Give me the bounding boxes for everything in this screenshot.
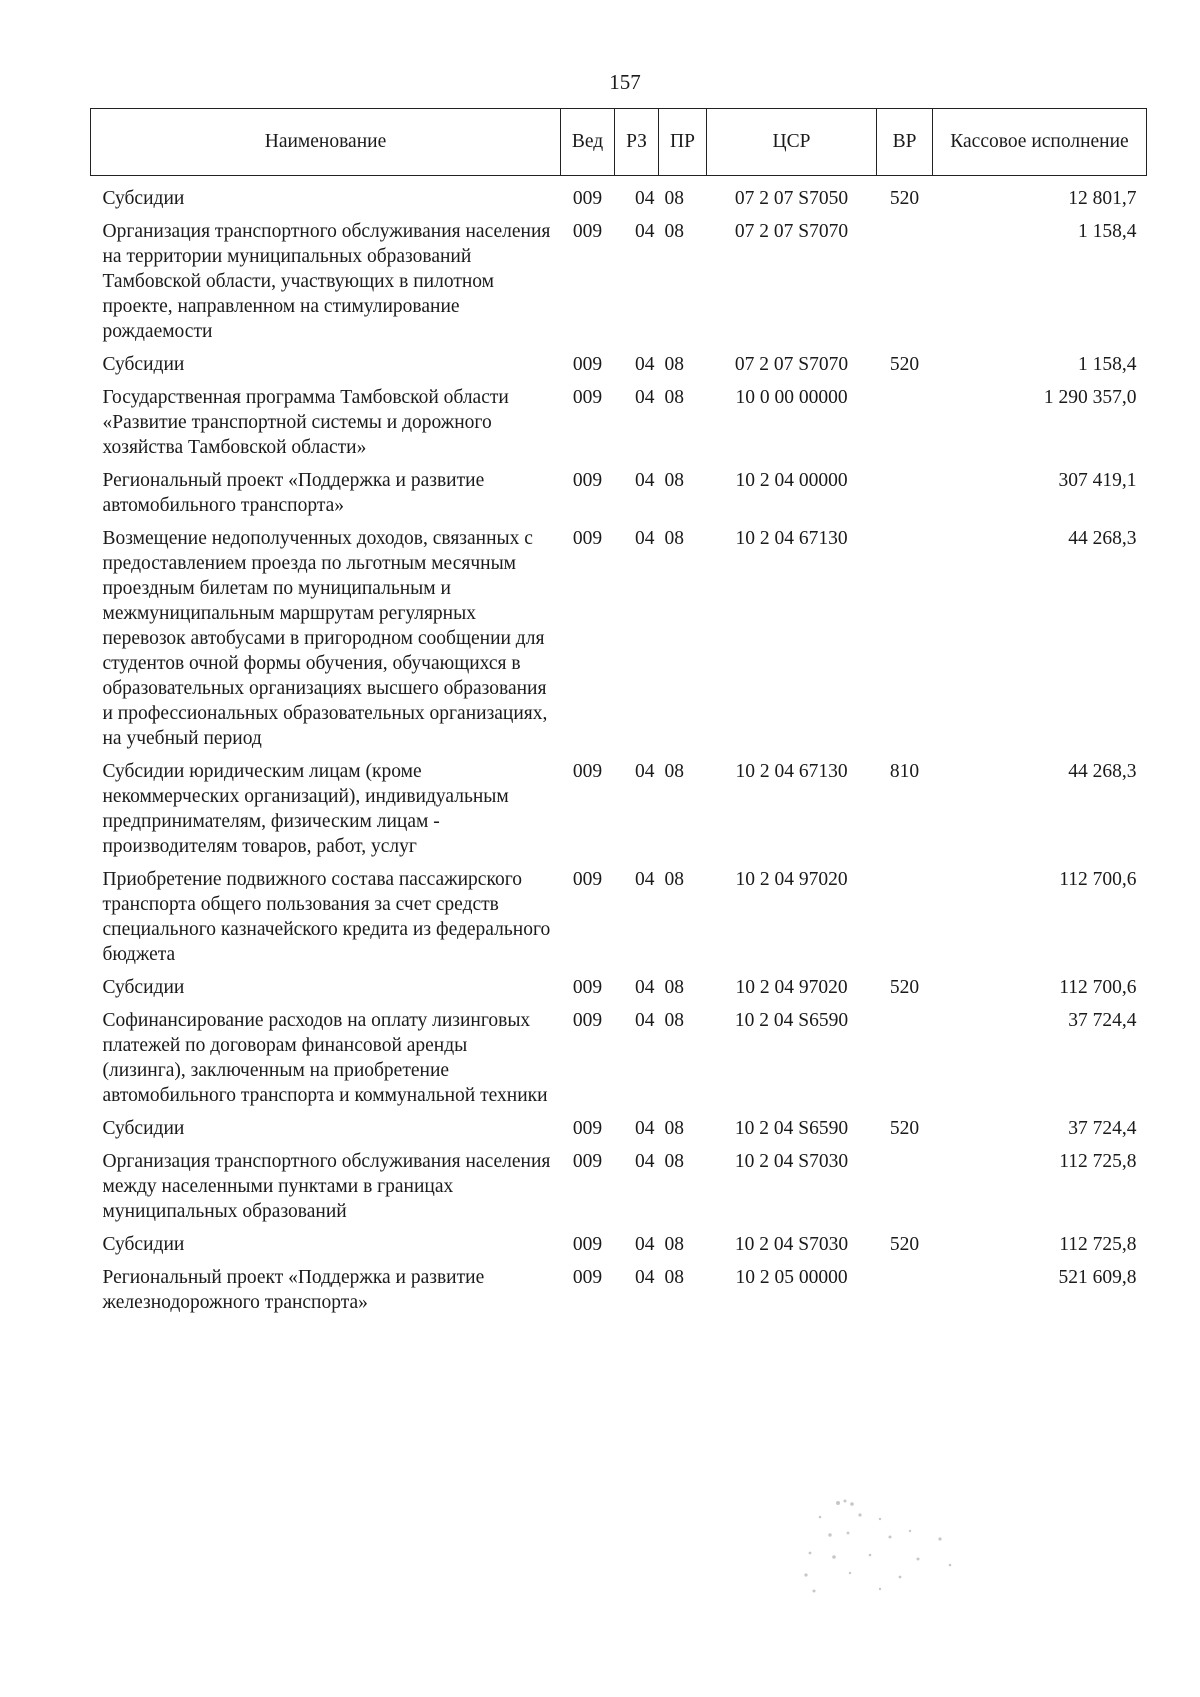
cell-amount: 44 268,3 (1068, 528, 1137, 549)
table-row (91, 975, 1147, 1008)
table-row (91, 867, 1147, 975)
cell-rz: 04 (635, 869, 655, 890)
cell-amount: 1 290 357,0 (1043, 387, 1137, 408)
cell-csr: 10 2 04 67130 (735, 761, 848, 782)
cell-vr (877, 867, 933, 975)
cell-name: Субсидии юридическим лицам (кроме некоммерческих организаций), индивидуальным предпринимателям, физическим лицам - производителям товаров, работ, услуг (102, 761, 509, 857)
cell-csr: 10 2 04 67130 (735, 528, 848, 549)
cell-name: Государственная программа Тамбовской области «Развитие транспортной системы и дорожного хозяйства Тамбовской области» (102, 387, 509, 458)
cell-vr: 520 (889, 188, 920, 209)
table-row (91, 1116, 1147, 1149)
cell-ved: 009 (572, 470, 603, 491)
cell-amount: 37 724,4 (1068, 1118, 1137, 1139)
cell-pr: 08 (664, 1151, 684, 1172)
cell-csr: 10 2 04 00000 (735, 470, 848, 491)
budget-table (90, 108, 1147, 1323)
cell-pr: 08 (664, 1234, 684, 1255)
cell-vr: 520 (889, 354, 920, 375)
cell-csr: 10 0 00 00000 (735, 387, 848, 408)
cell-rz: 04 (635, 528, 655, 549)
cell-vr: 520 (889, 977, 920, 998)
cell-vr: 520 (889, 1118, 920, 1139)
cell-rz: 04 (635, 761, 655, 782)
header-amount: Кассовое исполнение (933, 109, 1147, 176)
cell-rz: 04 (635, 221, 655, 242)
table-row (91, 1149, 1147, 1232)
cell-amount: 521 609,8 (1058, 1267, 1137, 1288)
cell-ved: 009 (572, 354, 603, 375)
cell-rz: 04 (635, 354, 655, 375)
cell-pr: 08 (664, 188, 684, 209)
table-row (91, 352, 1147, 385)
cell-ved: 009 (572, 869, 603, 890)
cell-name: Организация транспортного обслуживания населения между населенными пунктами в границах муниципальных образований (102, 1151, 551, 1222)
cell-amount: 112 700,6 (1059, 977, 1137, 998)
cell-ved: 009 (572, 1267, 603, 1288)
cell-rz: 04 (635, 977, 655, 998)
cell-rz: 04 (635, 1234, 655, 1255)
header-ved: Вед (561, 109, 615, 176)
table-row (91, 1008, 1147, 1116)
cell-csr: 07 2 07 S7070 (734, 221, 849, 242)
cell-vr (877, 1149, 933, 1232)
cell-ved: 009 (572, 1234, 603, 1255)
cell-name: Возмещение недополученных доходов, связанных с предоставлением проезда по льготным месячным проездным билетам по муниципальным и межмуниципальным маршрутам регулярных перевозок автобусами в пригородном сообщении для студентов очной формы обучения, обучающихся в образовательных организациях высшего образования и профессиональных образовательных организациях, на учебный период (102, 528, 548, 749)
cell-amount: 37 724,4 (1068, 1010, 1137, 1031)
cell-name: Субсидии (102, 977, 185, 998)
cell-name: Субсидии (102, 1234, 185, 1255)
cell-name: Региональный проект «Поддержка и развитие железнодорожного транспорта» (102, 1267, 485, 1313)
cell-amount: 112 725,8 (1059, 1234, 1137, 1255)
cell-name: Региональный проект «Поддержка и развитие автомобильного транспорта» (102, 470, 485, 516)
cell-pr: 08 (664, 869, 684, 890)
cell-pr: 08 (664, 221, 684, 242)
header-rz: РЗ (615, 109, 659, 176)
table-row (91, 759, 1147, 867)
table-row (91, 385, 1147, 468)
cell-amount: 112 700,6 (1059, 869, 1137, 890)
table-row (91, 1265, 1147, 1323)
cell-rz: 04 (635, 1267, 655, 1288)
cell-amount: 112 725,8 (1059, 1151, 1137, 1172)
header-vr: ВР (877, 109, 933, 176)
cell-csr: 10 2 05 00000 (735, 1267, 848, 1288)
cell-name: Субсидии (102, 354, 185, 375)
cell-vr (877, 219, 933, 352)
cell-name: Приобретение подвижного состава пассажирского транспорта общего пользования за счет средств специального казначейского кредита из федерального бюджета (102, 869, 551, 965)
cell-pr: 08 (664, 1267, 684, 1288)
cell-rz: 04 (635, 1118, 655, 1139)
cell-rz: 04 (635, 470, 655, 491)
cell-csr: 10 2 04 S7030 (734, 1234, 849, 1255)
table-body (91, 176, 1147, 1324)
cell-vr (877, 385, 933, 468)
table-row (91, 219, 1147, 352)
cell-pr: 08 (664, 1010, 684, 1031)
cell-rz: 04 (635, 387, 655, 408)
table-header (91, 109, 1147, 176)
cell-rz: 04 (635, 1010, 655, 1031)
cell-pr: 08 (664, 977, 684, 998)
page-number: 157 (609, 70, 641, 94)
cell-vr (877, 1265, 933, 1323)
cell-ved: 009 (572, 1151, 603, 1172)
cell-amount: 1 158,4 (1078, 221, 1137, 242)
cell-vr (877, 526, 933, 759)
cell-pr: 08 (664, 528, 684, 549)
header-pr: ПР (659, 109, 707, 176)
cell-pr: 08 (664, 387, 684, 408)
cell-amount: 307 419,1 (1058, 470, 1137, 491)
cell-ved: 009 (572, 761, 603, 782)
table-row (91, 1232, 1147, 1265)
cell-rz: 04 (635, 188, 655, 209)
cell-pr: 08 (664, 470, 684, 491)
cell-name: Субсидии (102, 1118, 185, 1139)
cell-amount: 1 158,4 (1078, 354, 1137, 375)
cell-csr: 07 2 07 S7070 (734, 354, 849, 375)
cell-ved: 009 (572, 528, 603, 549)
table-row (91, 176, 1147, 220)
cell-ved: 009 (572, 1118, 603, 1139)
cell-csr: 10 2 04 S7030 (734, 1151, 849, 1172)
cell-pr: 08 (664, 1118, 684, 1139)
cell-vr: 520 (889, 1234, 920, 1255)
cell-amount: 12 801,7 (1068, 188, 1137, 209)
cell-ved: 009 (572, 1010, 603, 1031)
faded-stamp (790, 1495, 1000, 1605)
cell-ved: 009 (572, 387, 603, 408)
cell-amount: 44 268,3 (1068, 761, 1137, 782)
cell-csr: 07 2 07 S7050 (734, 188, 849, 209)
cell-name: Организация транспортного обслуживания населения на территории муниципальных образований Тамбовской области, участвующих в пилотном проекте, направленном на стимулирование рождаемости (102, 221, 551, 342)
cell-ved: 009 (572, 221, 603, 242)
header-name: Наименование (91, 109, 561, 176)
cell-rz: 04 (635, 1151, 655, 1172)
cell-ved: 009 (572, 188, 603, 209)
cell-pr: 08 (664, 761, 684, 782)
cell-name: Софинансирование расходов на оплату лизинговых платежей по договорам финансовой аренды (лизинга), заключенным на приобретение автомобильного транспорта и коммунальной техники (102, 1010, 548, 1106)
cell-name: Субсидии (102, 188, 185, 209)
cell-pr: 08 (664, 354, 684, 375)
header-csr: ЦСР (707, 109, 877, 176)
cell-vr (877, 468, 933, 526)
table-row (91, 468, 1147, 526)
cell-ved: 009 (572, 977, 603, 998)
cell-csr: 10 2 04 97020 (735, 869, 848, 890)
cell-vr (877, 1008, 933, 1116)
cell-vr: 810 (889, 761, 920, 782)
cell-csr: 10 2 04 S6590 (734, 1010, 849, 1031)
table-row (91, 526, 1147, 759)
cell-csr: 10 2 04 97020 (735, 977, 848, 998)
cell-csr: 10 2 04 S6590 (734, 1118, 849, 1139)
